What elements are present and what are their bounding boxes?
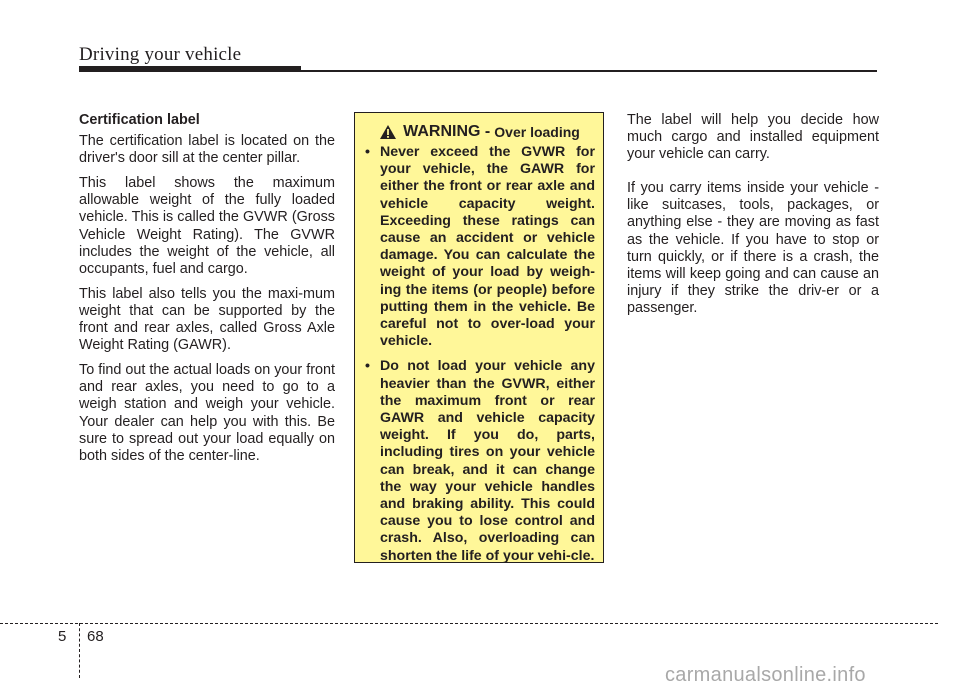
header-rule-thin <box>301 70 877 72</box>
warning-list <box>364 144 595 565</box>
warning-triangle-icon <box>379 124 397 140</box>
warning-item <box>364 144 595 350</box>
paragraph: The certification label is located on the driver's door sill at the center pillar. <box>79 133 335 167</box>
footer-rule <box>0 623 938 624</box>
paragraph: To find out the actual loads on your front and rear axles, you need to go to a weigh station and weigh your vehicle. Your dealer can help you with this. Be sure to spread out your load equally on both sides of the center-line. <box>79 362 335 464</box>
header-title: Driving your vehicle <box>79 44 242 65</box>
paragraph: This label shows the maximum allowable weight of the fully loaded vehicle. This is called the GVWR (Gross Vehicle Weight Rating). The GVWR includes the weight of the vehicle, all occupants, fuel and cargo. <box>79 175 335 277</box>
section-heading: Certification label <box>79 112 200 128</box>
paragraph: This label also tells you the maxi-mum weight that can be supported by the front and rear axles, called Gross Axle Weight Rating (GAWR). <box>79 285 335 354</box>
left-column <box>79 112 335 473</box>
bullet: • <box>365 358 370 375</box>
warning-item-text: Do not load your vehicle any heavier than the GVWR, either the maximum front or rear GAWR and vehicle capacity weight. If you do, parts, including tires on your vehicle can break, and it can change the way your vehicle handles and braking ability. This could cause you to lose control and crash. Also, overloading can shorten the life of your vehi-cle. <box>380 358 595 564</box>
watermark: carmanualsonline.info <box>665 664 866 686</box>
footer-vertical-rule <box>79 623 80 678</box>
paragraph: The label will help you decide how much cargo and installed equipment your vehicle can carry. <box>627 112 879 163</box>
warning-subtitle: Over loading <box>494 124 580 140</box>
warning-header <box>364 123 595 141</box>
warning-title: WARNING - <box>403 123 491 140</box>
warning-item-text: Never exceed the GVWR for your vehicle, the GAWR for either the front or rear axle and vehicle capacity weight. Exceeding these ratings can cause an accident or vehicle damage. You can calculate the weight of your load by weigh-ing the items (or people) before putting them in the vehicle. Be careful not to over-load your vehicle. <box>380 144 595 350</box>
page-number: 68 <box>87 628 104 645</box>
warning-box <box>354 112 604 563</box>
bullet: • <box>365 144 370 160</box>
header-rule-thick <box>79 66 301 72</box>
right-column <box>627 112 879 334</box>
paragraph: If you carry items inside your vehicle - like suitcases, tools, packages, or anything else - they are moving as fast as the vehicle. If you have to stop or turn quickly, or if there is a crash, the items will keep going and can cause an injury if they strike the driv-er or a passenger. <box>627 180 879 316</box>
warning-item <box>364 358 595 564</box>
chapter-number: 5 <box>58 628 67 645</box>
